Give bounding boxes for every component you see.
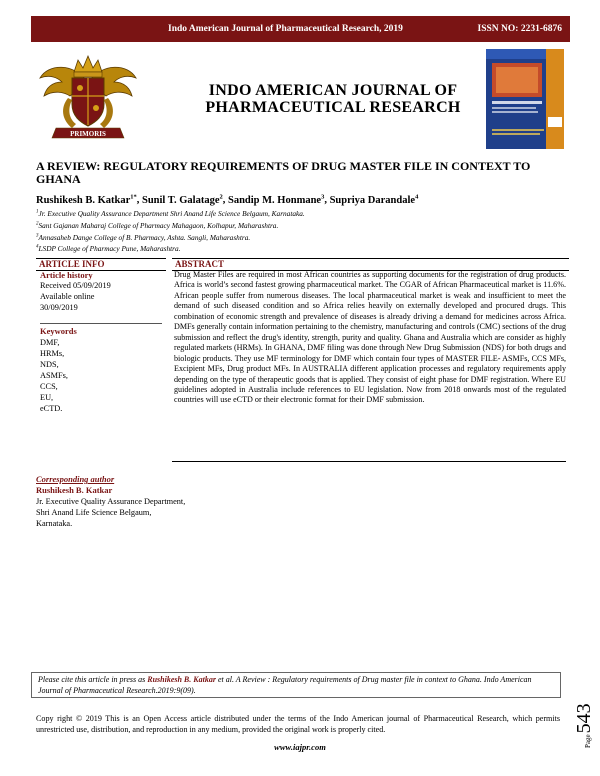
author: Sandip M. Honmane$^3$ [228,193,325,206]
corresponding-address-line: Karnataka. [36,519,73,528]
journal-title-line: PHARMACEUTICAL RESEARCH [205,99,461,116]
page-number-value: 543 [573,703,595,734]
affiliation: $^4$LSDP College of Pharmacy Pune, Maharashtra. [36,244,181,253]
author: Rushikesh B. Katkar$^{1*}$ [36,193,137,206]
citation-text: et al. A Review : Regulatory requirements of Drug master file in context to Ghana. Indo American Journal of Pharmaceutical Research.2019:9(09). [38,675,532,695]
page-label: Page [584,734,592,748]
history-line: Available online [40,292,95,301]
article-info-heading: ARTICLE INFO [36,258,166,271]
keyword: HRMs, [40,349,65,358]
paper-title: A REVIEW: REGULATORY REQUIREMENTS OF DRUG MASTER FILE IN CONTEXT TO GHANA [36,159,531,186]
citation-prefix: Please cite this article in press as [38,675,148,684]
citation-author: Rushikesh B. Katkar [147,675,216,684]
corresponding-address-line: Shri Anand Life Science Belgaum, [36,508,152,517]
history-line: Received 05/09/2019 [40,281,111,290]
keyword: CCS, [40,382,58,391]
journal-cover-thumbnail [486,49,564,149]
corresponding-author-name: Rushikesh B. Katkar [36,485,113,495]
divider [40,323,162,324]
affiliation: $^3$Annasaheb Dange College of B. Pharmacy, Ashta. Sangli, Maharashtra. [36,233,251,242]
author: Supriya Darandale$^4$ [329,193,419,206]
issn: ISSN NO: 2231-6876 [477,24,562,34]
corresponding-author-label: Corresponding author [36,474,115,484]
journal-title-line: INDO AMERICAN JOURNAL OF [208,82,458,99]
keyword: eCTD. [40,404,63,413]
history-line: 30/09/2019 [40,303,78,312]
journal-website-link[interactable]: www.iajpr.com [274,742,326,752]
journal-title [183,82,483,116]
author-list: Rushikesh B. Katkar$^{1*}$, Sunil T. Galatage$^2$, Sandip M. Honmane$^3$, Supriya Darandale$^4$ [36,193,419,206]
keywords-label: Keywords [40,326,77,336]
journal-name: Indo American Journal of Pharmaceutical Research, 2019 [168,24,403,34]
divider [172,461,566,462]
abstract-heading: ABSTRACT [172,258,569,271]
journal-header-band [31,16,570,42]
journal-crest-logo [38,52,138,144]
logo-motto: PRIMORIS [70,130,106,138]
page-number [566,670,596,750]
article-history-label: Article history [40,270,93,280]
corresponding-address-line: Jr. Executive Quality Assurance Department, [36,497,186,506]
citation-box [31,672,561,698]
affiliation: $^1$Jr. Executive Quality Assurance Department Shri Anand Life Science Belgaum, Karnataka. [36,209,305,218]
abstract-body: Drug Master Files are required in most African countries as supporting documents for the registration of drug products. Africa is world’s second fastest growing pharmaceutical market. The CGAR of African Pharmaceutical market is 11.6%. African people suffer from numerous diseases. The local pharmaceutical market is weak and insufficient to meet the demand of such diseased condition and so Africa relies heavily on externally developed and procured drugs. This combination of economic strength and prevalence of diseases is already driving a demand for medicines across Africa. DMFs generally contain information pertaining to the chemistry, manufacturing and controls (CMC) sections of the drug submission and reflect the drug's identity, strength, purity and quality. Ghana and Australia which are consider as highly regulated markets (HRMs). In GHANA, DMF filing was done through New Drug Submission (NDS) for both drugs and biologic products. They use MF terminology for DMF which contain four types of MASTER FILE- ASMFs, CCS MFs, Excipient MFs, Drug product MFs. In AUSTRALIA different application processes and regulatory requirements apply depending on the type of therapeutic goods that is applied. They consist of eight phase for DMF registration. Where EU guidelines adopted in Australia include references to EU legislation. Now from 2018 onwards most of the regulated countries will use eCTD or their electronic format for their DMF submission. [174,270,566,405]
author: Sunil T. Galatage$^2$ [141,193,223,206]
keyword: ASMFs, [40,371,68,380]
keyword: DMF, [40,338,60,347]
keyword: NDS, [40,360,59,369]
copyright-notice: Copy right © 2019 This is an Open Access article distributed under the terms of the Indo American journal of Pharmaceutical Research, which permits unrestricted use, distribution, and reproduction in any medium, provided the original work is properly cited. [36,714,560,734]
affiliation: $^2$Sant Gajanan Maharaj College of Pharmacy Mahagaon, Kolhapur, Maharashtra. [36,221,279,230]
keyword: EU, [40,393,54,402]
